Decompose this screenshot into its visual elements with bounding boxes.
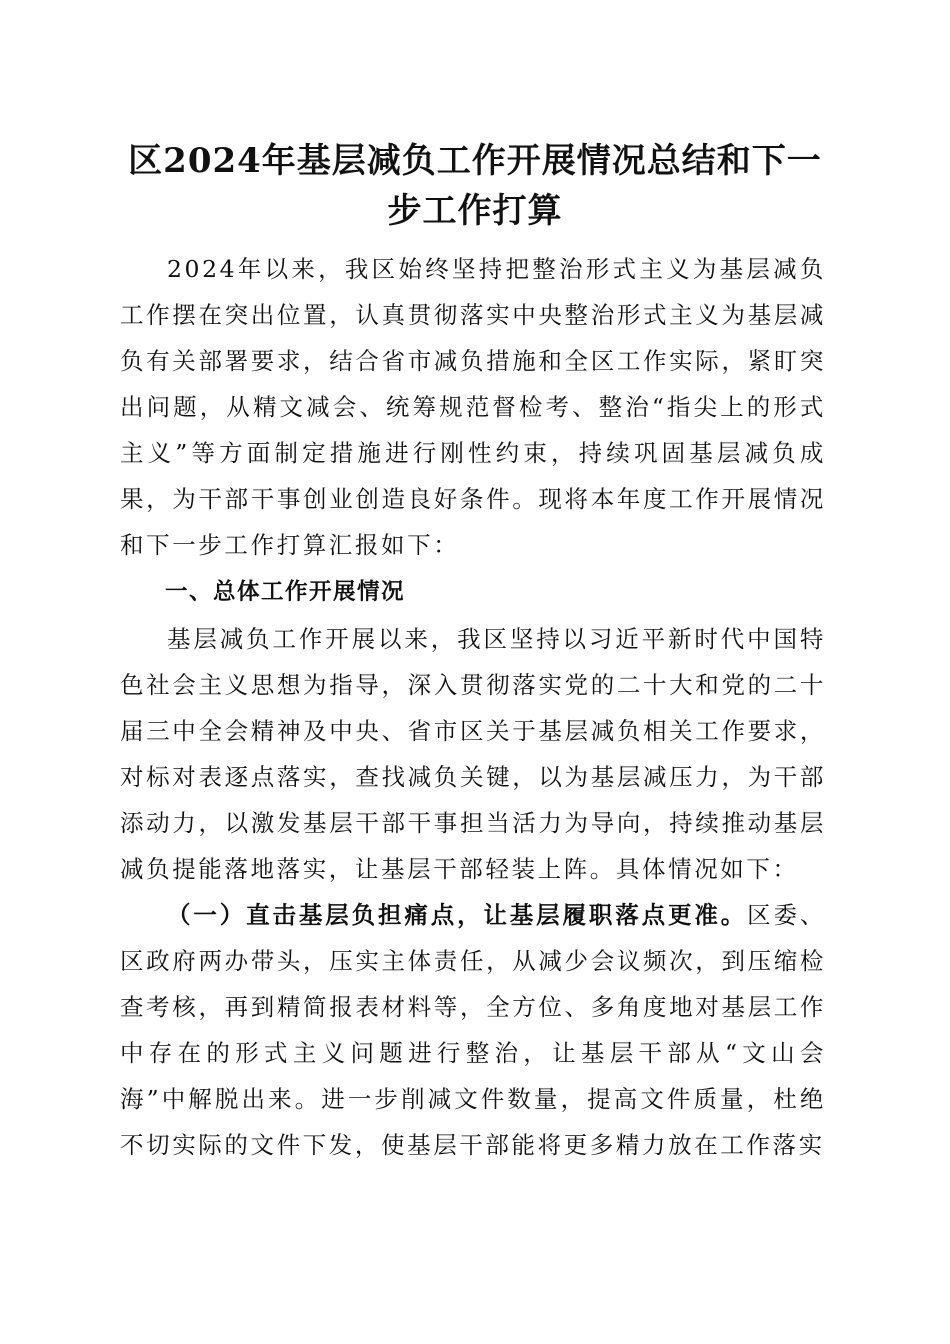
section-1-paragraph: 基层减负工作开展以来，我区坚持以习近平新时代中国特色社会主义思想为指导，深入贯彻落实党的二十大和党的二十届三中全会精神及中央、省市区关于基层减负相关工作要求，对标对表逐点落实，查找减负关键，以为基层减压力，为干部添动力，以激发基层干部干事担当活力为导向，持续推动基层减负提能落地落实，让基层干部轻装上阵。具体情况如下： (120, 625, 826, 883)
subsection-1-text: 区委、区政府两办带头，压实主体责任，从减少会议频次，到压缩检查考核，再到精简报表材料等，全方位、多角度地对基层工作中存在的形式主义问题进行整治，让基层干部从“文山会海”中解脱出来。进一步削减文件数量，提高文件质量，杜绝不切实际的文件下发，使基层干部能将更多精力放在工作落实 (120, 901, 826, 1159)
document-body (120, 246, 826, 1168)
section-1-heading: 一、总体工作开展情况 (165, 579, 406, 605)
intro-paragraph: 2024年以来，我区始终坚持把整治形式主义为基层减负工作摆在突出位置，认真贯彻落实中央整治形式主义为基层减负有关部署要求，结合省市减负措施和全区工作实际，紧盯突出问题，从精文减会、统筹规范督检考、整治“指尖上的形式主义”等方面制定措施进行刚性约束，持续巩固基层减负成果，为干部干事创业创造良好条件。现将本年度工作开展情况和下一步工作打算汇报如下： (120, 255, 826, 559)
document-title: 区2024年基层减负工作开展情况总结和下一步工作打算 (128, 141, 822, 231)
subsection-1-paragraph (120, 892, 826, 1168)
subsection-1-lead: （一）直击基层负担痛点，让基层履职落点更准。 (167, 901, 748, 929)
